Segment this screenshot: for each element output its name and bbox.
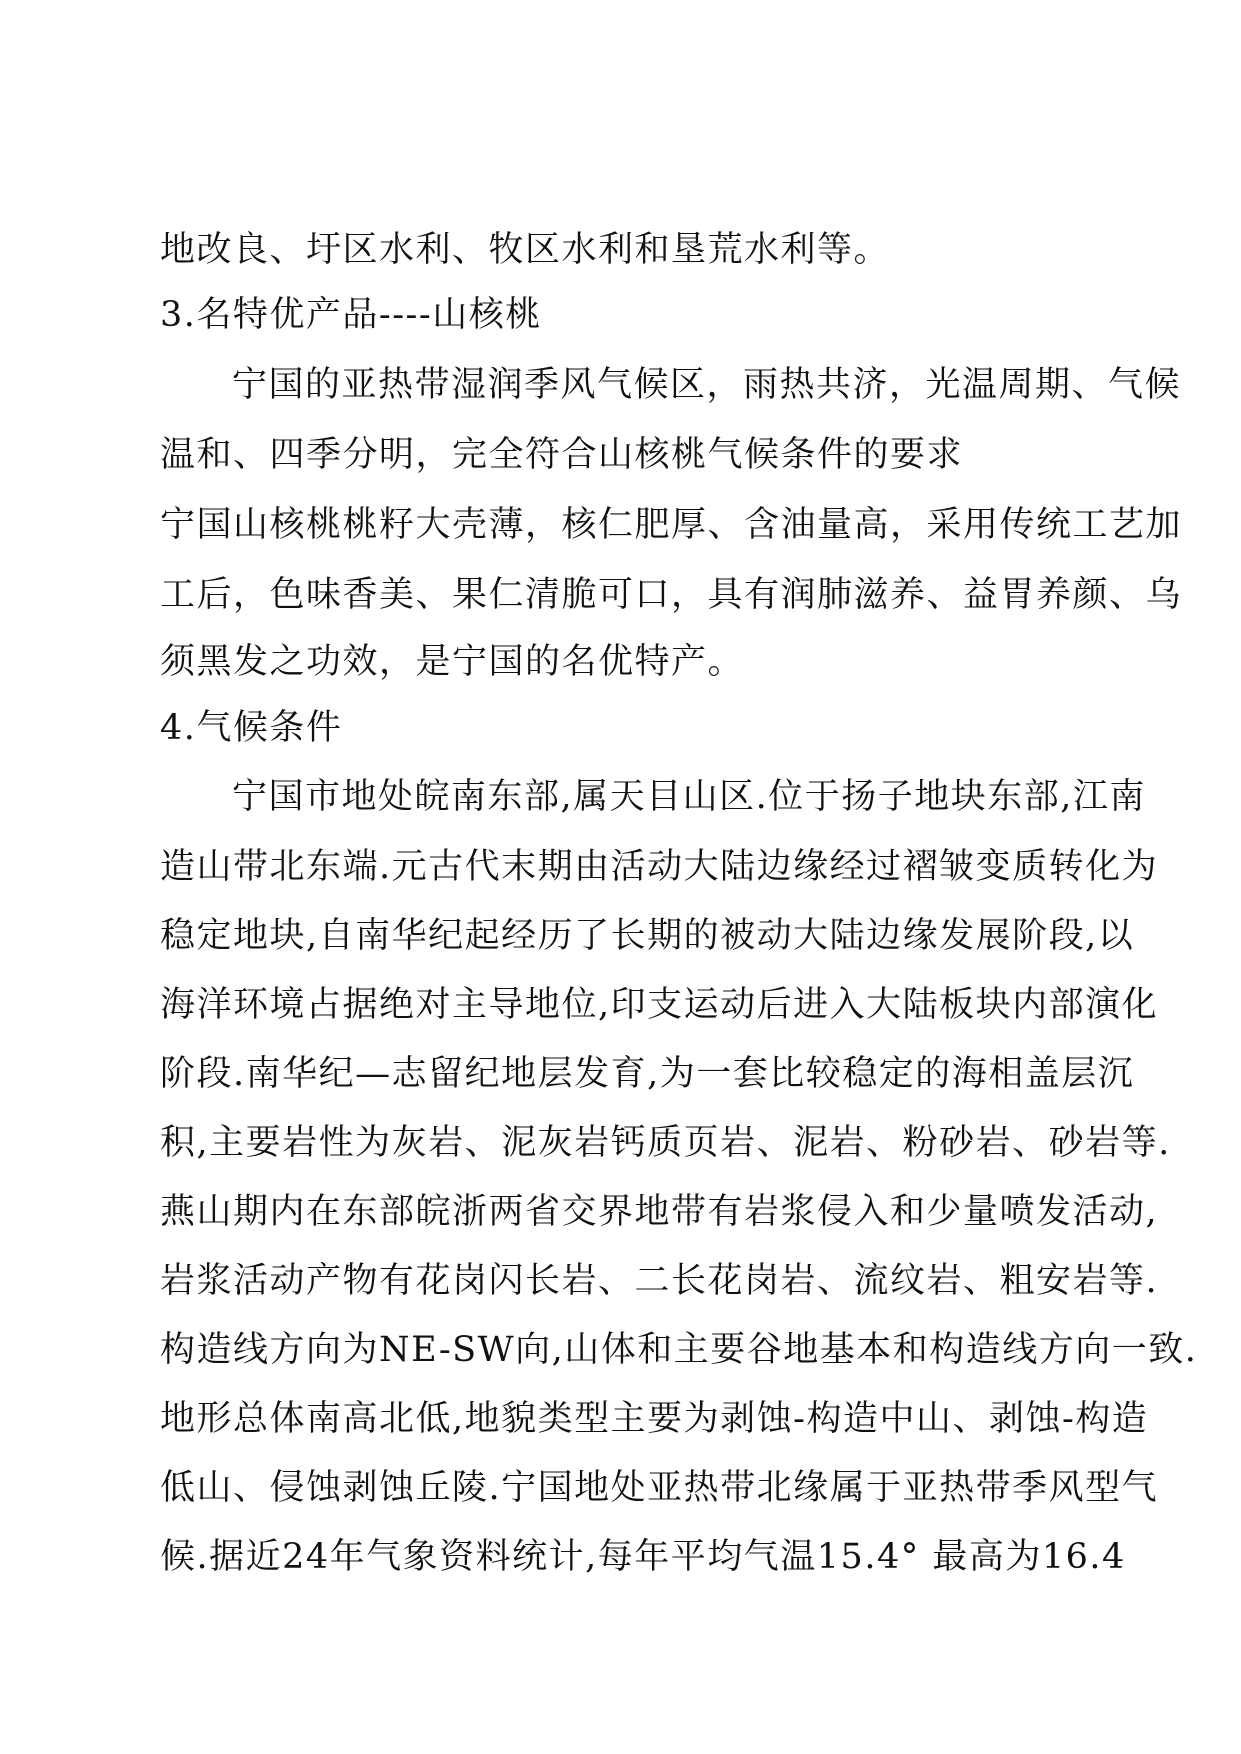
paragraph-line: 岩浆活动产物有花岗闪长岩、二长花岗岩、流纹岩、粗安岩等. (160, 1261, 1159, 1301)
paragraph-line: 构造线方向为NE-SW向,山体和主要谷地基本和构造线方向一致. (160, 1330, 1198, 1370)
paragraph-line: 地形总体南高北低,地貌类型主要为剥蚀-构造中山、剥蚀-构造 (160, 1399, 1149, 1439)
paragraph-line: 宁国市地处皖南东部,属天目山区.位于扬子地块东部,江南 (232, 777, 1146, 817)
paragraph-line: 积,主要岩性为灰岩、泥灰岩钙质页岩、泥岩、粉砂岩、砂岩等. (160, 1123, 1171, 1163)
paragraph-line: 宁国的亚热带湿润季风气候区，雨热共济，光温周期、气候 (232, 365, 1182, 405)
paragraph-line: 地改良、圩区水利、牧区水利和垦荒水利等。 (160, 230, 891, 270)
section-heading-3: 3.名特优产品----山核桃 (160, 295, 542, 335)
paragraph-line: 海洋环境占据绝对主导地位,印支运动后进入大陆板块内部演化 (160, 985, 1159, 1025)
paragraph-line: 须黑发之功效，是宁国的名优特产。 (160, 642, 745, 682)
paragraph-line: 温和、四季分明，完全符合山核桃气候条件的要求 (160, 435, 964, 475)
paragraph-line: 低山、侵蚀剥蚀丘陵.宁国地处亚热带北缘属于亚热带季风型气 (160, 1468, 1159, 1508)
section-heading-4: 4.气候条件 (160, 708, 343, 748)
paragraph-line: 宁国山核桃桃籽大壳薄，核仁肥厚、含油量高，采用传统工艺加 (160, 505, 1183, 545)
paragraph-line: 燕山期内在东部皖浙两省交界地带有岩浆侵入和少量喷发活动, (160, 1192, 1159, 1232)
paragraph-line: 工后，色味香美、果仁清脆可口，具有润肺滋养、益胃养颜、乌 (160, 575, 1183, 615)
paragraph-line: 阶段.南华纪—志留纪地层发育,为一套比较稳定的海相盖层沉 (160, 1054, 1135, 1094)
paragraph-line: 稳定地块,自南华纪起经历了长期的被动大陆边缘发展阶段,以 (160, 916, 1135, 956)
paragraph-line: 候.据近24年气象资料统计,每年平均气温15.4° 最高为16.4 (160, 1537, 1126, 1577)
paragraph-line: 造山带北东端.元古代末期由活动大陆边缘经过褶皱变质转化为 (160, 847, 1159, 887)
